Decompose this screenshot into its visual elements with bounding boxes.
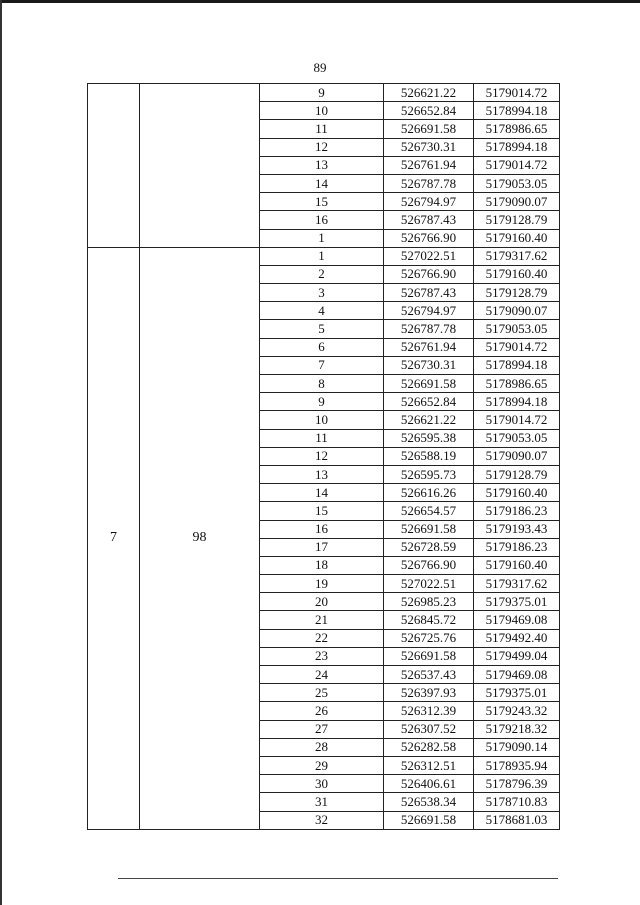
y-coordinate-cell: 5179090.14 [474, 738, 560, 756]
x-coordinate-cell: 526728.59 [384, 538, 474, 556]
point-number-cell: 19 [260, 575, 384, 593]
coordinates-table [87, 83, 560, 830]
x-coordinate-cell: 526787.78 [384, 320, 474, 338]
y-coordinate-cell: 5178710.83 [474, 793, 560, 811]
y-coordinate-cell: 5179160.40 [474, 484, 560, 502]
x-coordinate-cell: 526794.97 [384, 302, 474, 320]
x-coordinate-cell: 526730.31 [384, 138, 474, 156]
point-number-cell: 30 [260, 775, 384, 793]
x-coordinate-cell: 526312.39 [384, 702, 474, 720]
y-coordinate-cell: 5179160.40 [474, 265, 560, 283]
point-number-cell: 1 [260, 247, 384, 265]
point-number-cell: 13 [260, 156, 384, 174]
y-coordinate-cell: 5179053.05 [474, 174, 560, 192]
point-number-cell: 10 [260, 102, 384, 120]
point-number-cell: 16 [260, 211, 384, 229]
y-coordinate-cell: 5179160.40 [474, 229, 560, 247]
point-number-cell: 29 [260, 756, 384, 774]
point-number-cell: 9 [260, 393, 384, 411]
y-coordinate-cell: 5178994.18 [474, 393, 560, 411]
y-coordinate-cell: 5178986.65 [474, 120, 560, 138]
x-coordinate-cell: 526538.34 [384, 793, 474, 811]
point-number-cell: 8 [260, 375, 384, 393]
y-coordinate-cell: 5178994.18 [474, 356, 560, 374]
y-coordinate-cell: 5179160.40 [474, 556, 560, 574]
y-coordinate-cell: 5179317.62 [474, 575, 560, 593]
y-coordinate-cell: 5179128.79 [474, 211, 560, 229]
point-number-cell: 9 [260, 84, 384, 102]
y-coordinate-cell: 5179499.04 [474, 647, 560, 665]
x-coordinate-cell: 526794.97 [384, 193, 474, 211]
x-coordinate-cell: 526766.90 [384, 229, 474, 247]
x-coordinate-cell: 526787.78 [384, 174, 474, 192]
x-coordinate-cell: 526761.94 [384, 156, 474, 174]
y-coordinate-cell: 5179218.32 [474, 720, 560, 738]
x-coordinate-cell: 526691.58 [384, 520, 474, 538]
y-coordinate-cell: 5179014.72 [474, 338, 560, 356]
point-number-cell: 26 [260, 702, 384, 720]
point-number-cell: 15 [260, 193, 384, 211]
x-coordinate-cell: 526621.22 [384, 84, 474, 102]
x-coordinate-cell: 526691.58 [384, 375, 474, 393]
point-number-cell: 14 [260, 174, 384, 192]
x-coordinate-cell: 526307.52 [384, 720, 474, 738]
x-coordinate-cell: 526725.76 [384, 629, 474, 647]
y-coordinate-cell: 5178994.18 [474, 138, 560, 156]
point-number-cell: 13 [260, 465, 384, 483]
point-number-cell: 10 [260, 411, 384, 429]
point-number-cell: 4 [260, 302, 384, 320]
x-coordinate-cell: 526595.73 [384, 465, 474, 483]
x-coordinate-cell: 526691.58 [384, 647, 474, 665]
x-coordinate-cell: 526406.61 [384, 775, 474, 793]
x-coordinate-cell: 527022.51 [384, 575, 474, 593]
x-coordinate-cell: 526282.58 [384, 738, 474, 756]
y-coordinate-cell: 5178986.65 [474, 375, 560, 393]
page-left-edge [0, 0, 2, 905]
y-coordinate-cell: 5179243.32 [474, 702, 560, 720]
y-coordinate-cell: 5179469.08 [474, 666, 560, 684]
point-number-cell: 11 [260, 429, 384, 447]
point-number-cell: 16 [260, 520, 384, 538]
y-coordinate-cell: 5179014.72 [474, 411, 560, 429]
point-number-cell: 15 [260, 502, 384, 520]
page-top-border [0, 0, 640, 3]
x-coordinate-cell: 526766.90 [384, 556, 474, 574]
y-coordinate-cell: 5179014.72 [474, 156, 560, 174]
x-coordinate-cell: 526537.43 [384, 666, 474, 684]
point-number-cell: 1 [260, 229, 384, 247]
point-number-cell: 3 [260, 284, 384, 302]
y-coordinate-cell: 5178681.03 [474, 811, 560, 829]
group-number-cell [88, 84, 140, 248]
point-number-cell: 20 [260, 593, 384, 611]
point-number-cell: 24 [260, 666, 384, 684]
y-coordinate-cell: 5179128.79 [474, 465, 560, 483]
point-number-cell: 7 [260, 356, 384, 374]
y-coordinate-cell: 5178796.39 [474, 775, 560, 793]
point-number-cell: 22 [260, 629, 384, 647]
y-coordinate-cell: 5179193.43 [474, 520, 560, 538]
x-coordinate-cell: 526595.38 [384, 429, 474, 447]
y-coordinate-cell: 5179014.72 [474, 84, 560, 102]
point-number-cell: 32 [260, 811, 384, 829]
point-number-cell: 17 [260, 538, 384, 556]
x-coordinate-cell: 526766.90 [384, 265, 474, 283]
x-coordinate-cell: 526652.84 [384, 393, 474, 411]
point-number-cell: 21 [260, 611, 384, 629]
point-number-cell: 23 [260, 647, 384, 665]
group-number-cell: 7 [88, 247, 140, 829]
point-number-cell: 2 [260, 265, 384, 283]
coordinates-table-body [88, 84, 560, 830]
point-number-cell: 27 [260, 720, 384, 738]
y-coordinate-cell: 5179186.23 [474, 502, 560, 520]
x-coordinate-cell: 526621.22 [384, 411, 474, 429]
y-coordinate-cell: 5179186.23 [474, 538, 560, 556]
page-number: 89 [313, 60, 327, 75]
point-number-cell: 6 [260, 338, 384, 356]
point-number-cell: 28 [260, 738, 384, 756]
table-row [88, 247, 560, 265]
point-number-cell: 5 [260, 320, 384, 338]
x-coordinate-cell: 526691.58 [384, 811, 474, 829]
parcel-number-cell [140, 84, 260, 248]
x-coordinate-cell: 526397.93 [384, 684, 474, 702]
y-coordinate-cell: 5178994.18 [474, 102, 560, 120]
y-coordinate-cell: 5179090.07 [474, 302, 560, 320]
y-coordinate-cell: 5179375.01 [474, 593, 560, 611]
point-number-cell: 14 [260, 484, 384, 502]
y-coordinate-cell: 5179469.08 [474, 611, 560, 629]
x-coordinate-cell: 526691.58 [384, 120, 474, 138]
point-number-cell: 18 [260, 556, 384, 574]
point-number-cell: 31 [260, 793, 384, 811]
parcel-number-cell: 98 [140, 247, 260, 829]
point-number-cell: 12 [260, 447, 384, 465]
y-coordinate-cell: 5179317.62 [474, 247, 560, 265]
point-number-cell: 12 [260, 138, 384, 156]
y-coordinate-cell: 5179053.05 [474, 320, 560, 338]
point-number-cell: 11 [260, 120, 384, 138]
bottom-rule [118, 878, 558, 879]
y-coordinate-cell: 5178935.94 [474, 756, 560, 774]
x-coordinate-cell: 526654.57 [384, 502, 474, 520]
point-number-cell: 25 [260, 684, 384, 702]
y-coordinate-cell: 5179375.01 [474, 684, 560, 702]
y-coordinate-cell: 5179090.07 [474, 193, 560, 211]
table-row [88, 84, 560, 102]
x-coordinate-cell: 526312.51 [384, 756, 474, 774]
x-coordinate-cell: 526787.43 [384, 284, 474, 302]
y-coordinate-cell: 5179128.79 [474, 284, 560, 302]
x-coordinate-cell: 527022.51 [384, 247, 474, 265]
x-coordinate-cell: 526616.26 [384, 484, 474, 502]
x-coordinate-cell: 526761.94 [384, 338, 474, 356]
y-coordinate-cell: 5179090.07 [474, 447, 560, 465]
x-coordinate-cell: 526845.72 [384, 611, 474, 629]
y-coordinate-cell: 5179053.05 [474, 429, 560, 447]
x-coordinate-cell: 526985.23 [384, 593, 474, 611]
y-coordinate-cell: 5179492.40 [474, 629, 560, 647]
x-coordinate-cell: 526588.19 [384, 447, 474, 465]
x-coordinate-cell: 526787.43 [384, 211, 474, 229]
x-coordinate-cell: 526730.31 [384, 356, 474, 374]
x-coordinate-cell: 526652.84 [384, 102, 474, 120]
